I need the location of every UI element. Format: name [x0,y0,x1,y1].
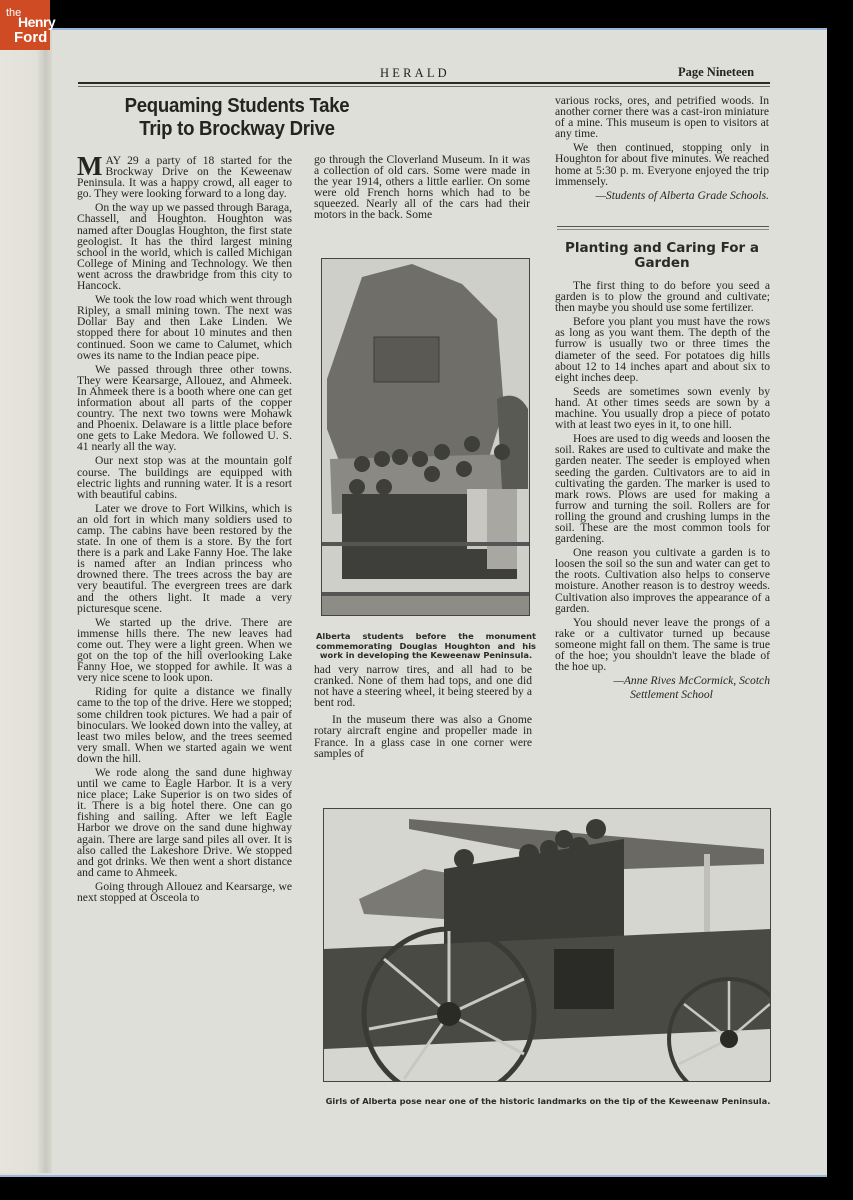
old-car-photo-caption: Girls of Alberta pose near one of the historic landmarks on the tip of the Keweenaw Peninsula. [325,1096,771,1106]
henry-ford-logo [0,0,56,50]
garden-article-body [555,280,770,703]
monument-photo-image [322,259,529,615]
logo-text-the: the [6,7,22,19]
logo-text-henry: Henry [18,14,56,30]
old-car-photo [323,808,771,1082]
old-car-photo-image [324,809,770,1081]
article-column-3 [555,95,769,204]
article-paragraph: Our next stop was at the mountain golf course. The buildings are equipped with electric lights and running water. It is a resort with beautiful cabins. [77,454,292,501]
article-paragraph: The first thing to do before you seed a garden is to plow the ground and cultivate; then maybe you should use some fertilizer. [555,279,770,315]
logo-text-ford: Ford [14,29,48,46]
article-paragraph [77,151,292,201]
page-spine-gutter [0,28,52,1173]
article-paragraph: We took the low road which went through Ripley, a small mining town. The next was Dollar Bay and then Lake Linden. We stopped there for about 10 minutes and then continued. Soon we came to Calumet, which owes its name to the Indian peace pipe. [77,293,292,362]
header-rule-thin [78,86,770,87]
garden-article-headline: Planting and Caring For a Garden [564,240,760,271]
article-signature: —Students of Alberta Grade Schools. [595,188,769,202]
rail-top [322,542,529,546]
article-paragraph: had very narrow tires, and all had to be cranked. None of them had tops, and one did not have a steering wheel, it being steered by a bent rod. [314,663,532,710]
article-column-2-bottom [314,664,532,762]
car-body [324,929,770,1049]
article-paragraph: Later we drove to Fort Wilkins, which is an old fort in which many soldiers used to camp. The cabins have been restored by the state. In one of them is a store. By the fort there is a park and Lake Fanny Hoe. The lake is named after an Indian princess who drowned there. The trees across the bay are very beautiful. The evergreen trees are dark and the others light. It made a very picturesque scene. [77,501,292,615]
article-paragraph: One reason you cultivate a garden is to loosen the soil so the sun and water can get to the roots. Cultivation also helps to conserve moisture. Another reason is to destroy weeds. Cultivation also improves the appearance of a garden. [555,546,770,615]
article-headline: Pequaming Students Take Trip to Brockway Drive [124,95,350,140]
monument-photo [321,258,530,616]
article-paragraph: In the museum there was also a Gnome rotary aircraft engine and propeller made in France. In a glass case in one corner were samples of [314,713,532,760]
article-column-2-top [314,154,530,224]
section-divider-thin [557,229,769,230]
article-paragraph: various rocks, ores, and petrified woods. In another corner there was a cast-iron miniature of a mine. This museum is open to visitors at any time. [555,94,769,141]
article-paragraph: We rode along the sand dune highway until we came to Eagle Harbor. It is a very nice place; Lake Superior is on two sides of it. There is a big hotel there. One can go fishing and sailing. After we left Eagle Harbor we drove on the sand dune highway again. There are large sand piles all over. It is also called the Lakeshore Drive. We stopped and got drinks. We then went a short distance and came to Ahmeek. [77,765,292,879]
garden-signature-school: Settlement School [630,688,713,702]
article-paragraph: On the way up we passed through Baraga, Chassell, and Houghton. Houghton was named after Douglas Houghton, the first state geologist. It has the third largest mining school in the world, which is called Michigan College of Mining and Technology. We then went across the drawbridge from this city to Hancock. [77,201,292,293]
article-paragraph: You should never leave the prongs of a rake or a cultivator turned up because someone might fall on them. The same is true of the hoe; you shouldn't leave the blade of the hoe up. [555,615,770,674]
article-paragraph-text: AY 29 a party of 18 started for the Brockway Drive on the Keweenaw Peninsula. It was a happy crowd, all eager to go. They were looking forward to a long day. [77,154,292,201]
article-paragraph: Seeds are sometimes sown evenly by hand. At other times seeds are sown by a machine. You usually drop a piece of potato with at least two eyes in it, to one hill. [555,384,770,432]
tree-shape [497,396,528,489]
dress [487,489,517,569]
article-paragraph: We then continued, stopping only in Houghton for about five minutes. We reached home at 5:30 p. m. Everyone enjoyed the trip immensely. [555,141,769,188]
rail-bottom [322,592,529,596]
header-rule [78,82,770,84]
article-paragraph: Hoes are used to dig weeds and loosen the soil. Rakes are used to cultivate and make the garden neater. The seeder is employed when seeding the garden. Cultivators are to aid in cultivating the garden. The marker is used to mark rows. Plows are used for making a furrow and turning the soil. Rollers are for rolling the ground and crushing lumps in the soil. These are the most common tools for gardening. [555,432,770,546]
bronze-plaque [374,337,439,382]
article-paragraph: go through the Cloverland Museum. In it was a collection of old cars. Some were made in the year 1914, others a little earlier. On some were old French horns which had to be squeezed. Nearly all of the cars had their motors in the back. Some [314,153,530,222]
article-column-1 [77,151,292,906]
section-divider [557,226,769,227]
article-paragraph: We passed through three other towns. They were Kearsarge, Allouez, and Ahmeek. In Ahmeek there is a booth where one can get information about all parts of the copper country. The next two towns were Mohawk and Phoenix. Delaware is a little place before one gets to Lake Medora. We followed U. S. 41 nearly all the way. [77,362,292,454]
article-paragraph: Going through Allouez and Kearsarge, we next stopped at Osceola to [77,879,292,904]
article-paragraph: Before you plant you must have the rows as long as you want them. The depth of the furrow is usually two or three times the diameter of the seed. For potatoes dig hills about 12 to 14 inches apart and about six to eight inches deep. [555,315,770,384]
monument-photo-caption: Alberta students before the monument commemorating Douglas Houghton and his work in developing the Keweenaw Peninsula. [316,631,536,661]
drop-cap: M [77,151,103,181]
page-number: Page Nineteen [678,65,755,79]
article-paragraph: We started up the drive. There are immense hills there. The new leaves had come out. They were a light green. When we got on the top of the hill overlooking Lake Fanny Hoe, we stopped for awhile. It was a very nice scene to look upon. [77,615,292,685]
garden-signature: —Anne Rives McCormick, Scotch [613,674,770,688]
article-paragraph: Riding for quite a distance we finally came to the top of the drive. Here we stopped; some children took pictures. We had a pair of binoculars. We looked down into the valley, at least two miles below, and the trees seemed very small. When we started again we went down the hill. [77,685,292,765]
publication-name: HERALD [380,66,450,80]
